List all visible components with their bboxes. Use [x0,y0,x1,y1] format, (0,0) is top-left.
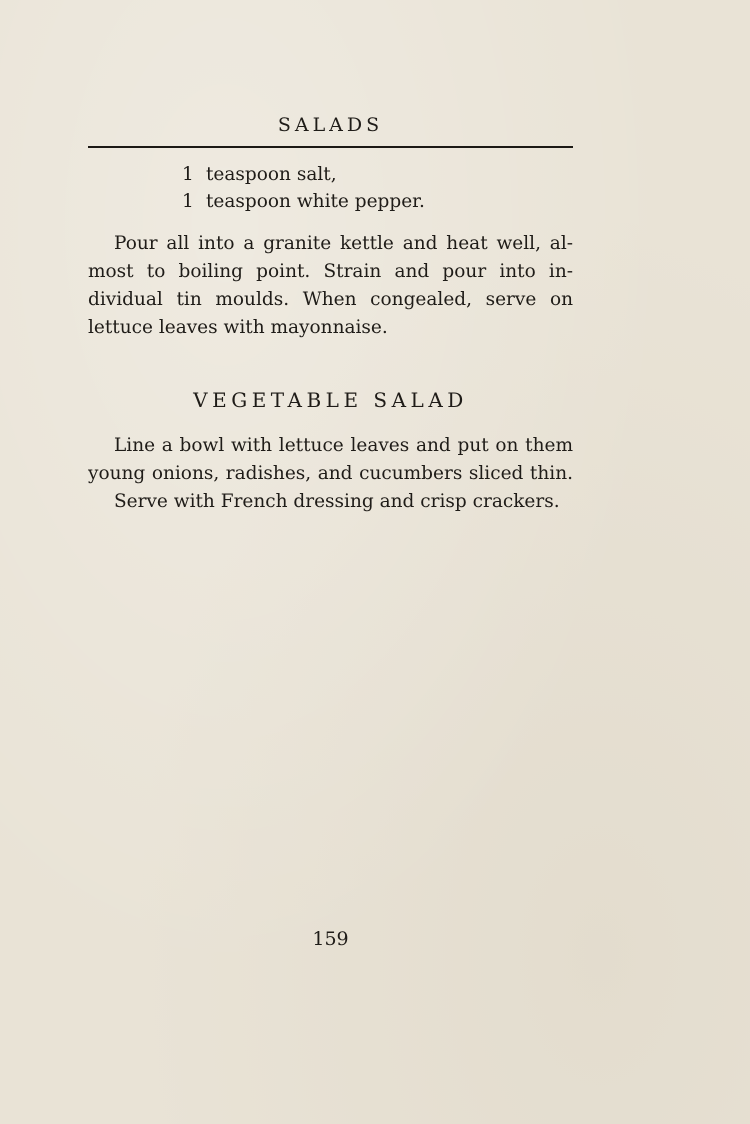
instructions-paragraph [88,230,573,342]
paragraph-line: young onions, radishes, and cucumbers sliced thin. [88,463,573,484]
running-head-title: SALADS [277,114,384,136]
page-number: 159 [312,928,349,950]
section-paragraph [88,432,573,516]
header-rule [88,146,573,148]
ingredient-line [182,163,337,187]
ingredient-text: teaspoon white pepper. [206,191,425,212]
section-heading: VEGETABLE SALAD [193,388,468,412]
ingredient-line [182,190,425,214]
ingredient-quantity: 1 [182,191,194,212]
paragraph-line: lettuce leaves with mayonnaise. [88,317,388,338]
paragraph-line: Pour all into a granite kettle and heat well, al- [114,233,573,254]
paragraph-line: Line a bowl with lettuce leaves and put on them [114,435,573,456]
ingredient-text: teaspoon salt, [206,164,337,185]
paragraph-line: most to boiling point. Strain and pour into in- [88,261,573,282]
paragraph-line: dividual tin moulds. When congealed, serve on [88,289,573,310]
paragraph-line: Serve with French dressing and crisp crackers. [114,491,560,512]
ingredient-quantity: 1 [182,164,194,185]
